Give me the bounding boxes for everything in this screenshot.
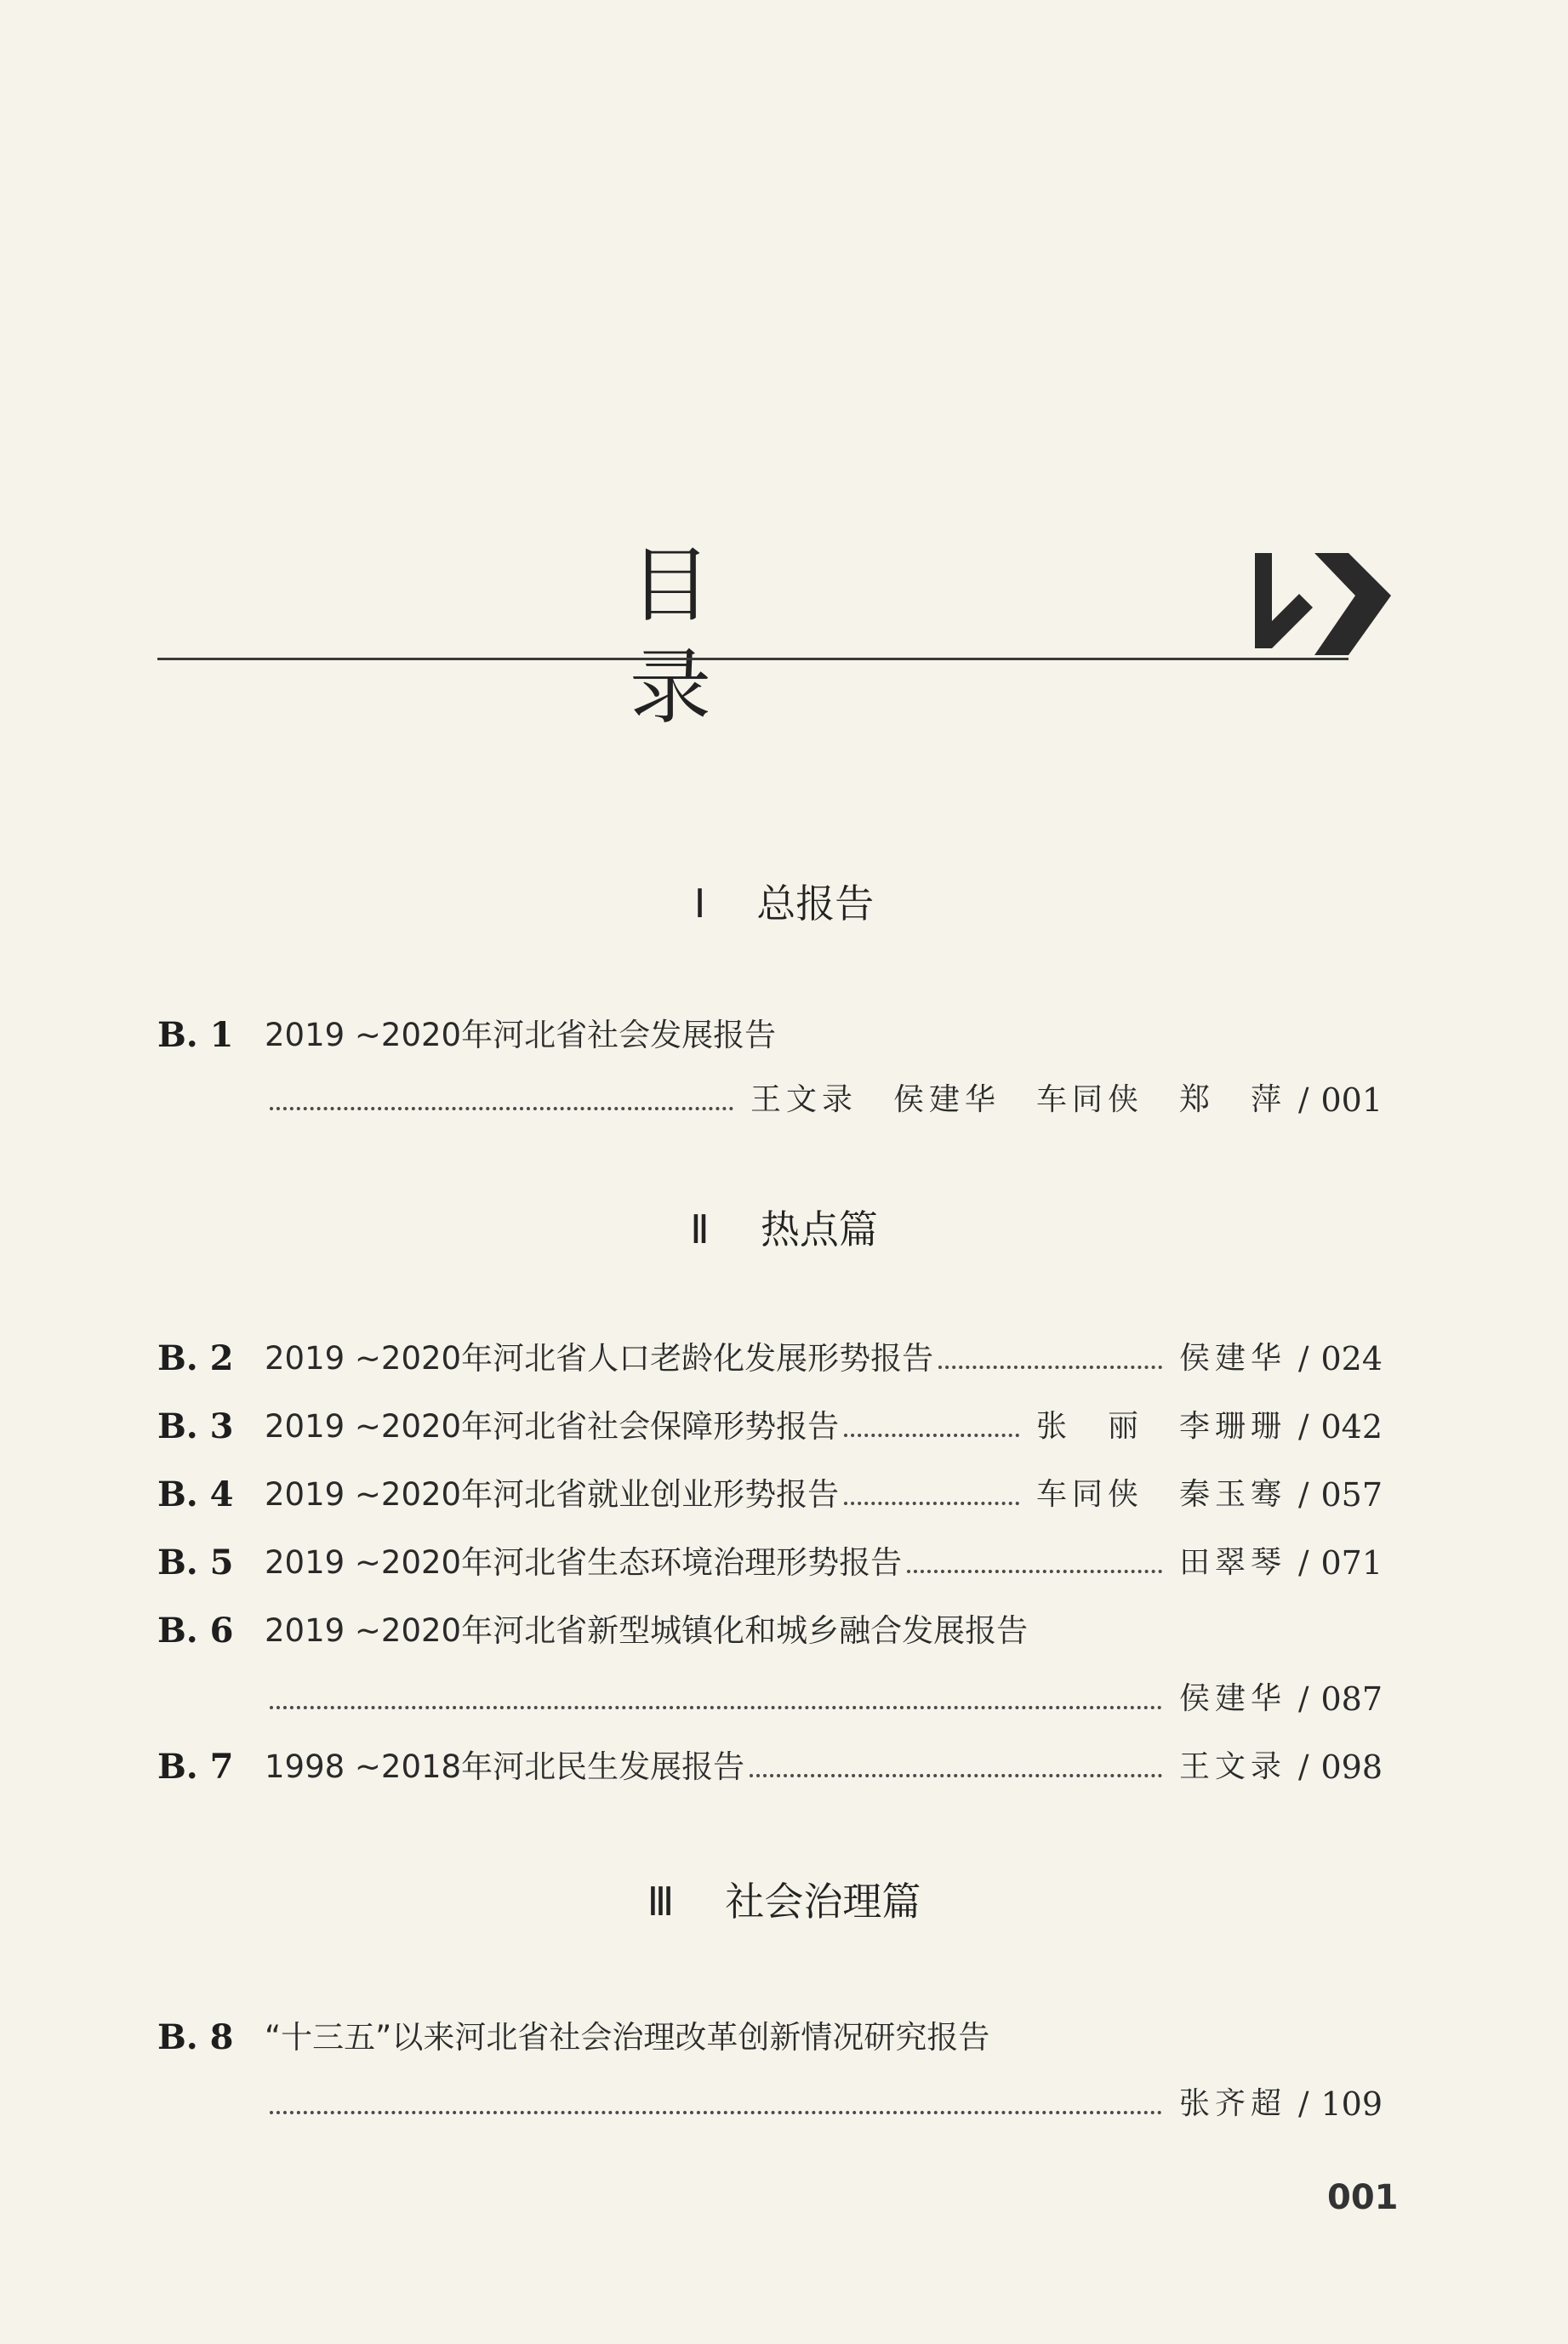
entry-authors: 车同侠 秦玉骞: [1035, 1477, 1286, 1512]
toc-entry-b8[interactable]: [157, 2012, 1383, 2063]
entry-page[interactable]: 071: [1320, 1544, 1383, 1582]
entry-page[interactable]: 042: [1320, 1408, 1383, 1446]
section-numeral: Ⅲ: [647, 1879, 675, 1925]
entry-title[interactable]: 2019 ~2020年河北省就业创业形势报告: [265, 1476, 840, 1513]
toc-entry-b3[interactable]: [157, 1401, 1383, 1452]
title-divider: [157, 658, 1348, 660]
toc-entry-b6[interactable]: [157, 1605, 1383, 1657]
section-heading-2: [0, 1204, 1568, 1255]
leader-dots: [270, 2079, 1162, 2130]
page-number: 001: [1327, 2178, 1399, 2217]
separator: /: [1298, 1476, 1309, 1513]
section-heading-1: [0, 878, 1568, 929]
separator: /: [1298, 1544, 1309, 1581]
corner-ornament-icon: [1255, 545, 1391, 664]
entry-title[interactable]: “十三五”以来河北省社会治理改革创新情况研究报告: [265, 2019, 990, 2056]
section-numeral: Ⅱ: [690, 1206, 710, 1252]
entry-title[interactable]: 2019 ~2020年河北省人口老龄化发展形势报告: [265, 1340, 934, 1377]
entry-code: B. 4: [157, 1474, 234, 1514]
entry-page[interactable]: 001: [1320, 1081, 1383, 1119]
separator: /: [1298, 1748, 1309, 1785]
entry-code: B. 6: [157, 1611, 234, 1651]
entry-code: B. 3: [157, 1406, 234, 1446]
section-title: 热点篇: [760, 1206, 878, 1252]
entry-title[interactable]: 2019 ~2020年河北省社会保障形势报告: [265, 1408, 840, 1445]
entry-page[interactable]: 087: [1320, 1680, 1383, 1718]
entry-title[interactable]: 1998 ~2018年河北民生发展报告: [265, 1748, 745, 1785]
entry-code: B. 8: [157, 2017, 234, 2057]
entry-title[interactable]: 2019 ~2020年河北省社会发展报告: [265, 1017, 777, 1053]
toc-entry-b1-authors: [265, 1075, 1383, 1126]
toc-entry-b5[interactable]: [157, 1537, 1383, 1588]
leader-dots: [270, 1674, 1162, 1725]
entry-title[interactable]: 2019 ~2020年河北省生态环境治理形势报告: [265, 1544, 903, 1581]
section-heading-3: [0, 1876, 1568, 1927]
page-title: 目 录: [630, 538, 912, 735]
entry-authors: 王文录: [1178, 1749, 1286, 1784]
entry-code: B. 7: [157, 1747, 234, 1787]
entry-code: B. 5: [157, 1543, 234, 1583]
entry-authors: 侯建华: [1178, 1681, 1286, 1716]
entry-page[interactable]: 024: [1320, 1340, 1383, 1377]
leader-dots: [270, 1075, 733, 1126]
leader-dots: [844, 1469, 1019, 1520]
entry-page[interactable]: 098: [1320, 1748, 1383, 1786]
leader-dots: [750, 1742, 1162, 1793]
section-title: 社会治理篇: [725, 1879, 921, 1925]
section-title: 总报告: [756, 881, 875, 927]
leader-dots: [844, 1401, 1019, 1452]
entry-authors: 侯建华: [1178, 1341, 1286, 1376]
leader-dots: [907, 1537, 1162, 1588]
entry-code: B. 2: [157, 1338, 234, 1378]
toc-entry-b6-authors: [265, 1674, 1383, 1725]
entry-title[interactable]: 2019 ~2020年河北省新型城镇化和城乡融合发展报告: [265, 1612, 1029, 1649]
separator: /: [1298, 1680, 1309, 1717]
separator: /: [1298, 2085, 1309, 2122]
entry-code: B. 1: [157, 1015, 234, 1055]
entry-page[interactable]: 109: [1320, 2085, 1383, 2123]
entry-authors: 田翠琴: [1178, 1545, 1286, 1580]
toc-entry-b7[interactable]: [157, 1742, 1383, 1793]
toc-entry-b2[interactable]: [157, 1333, 1383, 1384]
entry-authors: 王文录 侯建华 车同侠 郑 萍: [750, 1082, 1286, 1117]
entry-authors: 张齐超: [1178, 2086, 1286, 2121]
toc-entry-b8-authors: [265, 2079, 1383, 2130]
toc-entry-b4[interactable]: [157, 1469, 1383, 1520]
separator: /: [1298, 1408, 1309, 1445]
toc-entry-b1[interactable]: [157, 1010, 1383, 1061]
entry-authors: 张 丽 李珊珊: [1035, 1409, 1286, 1444]
separator: /: [1298, 1081, 1309, 1118]
entry-page[interactable]: 057: [1320, 1476, 1383, 1514]
separator: /: [1298, 1340, 1309, 1377]
section-numeral: Ⅰ: [693, 881, 706, 927]
leader-dots: [938, 1333, 1162, 1384]
